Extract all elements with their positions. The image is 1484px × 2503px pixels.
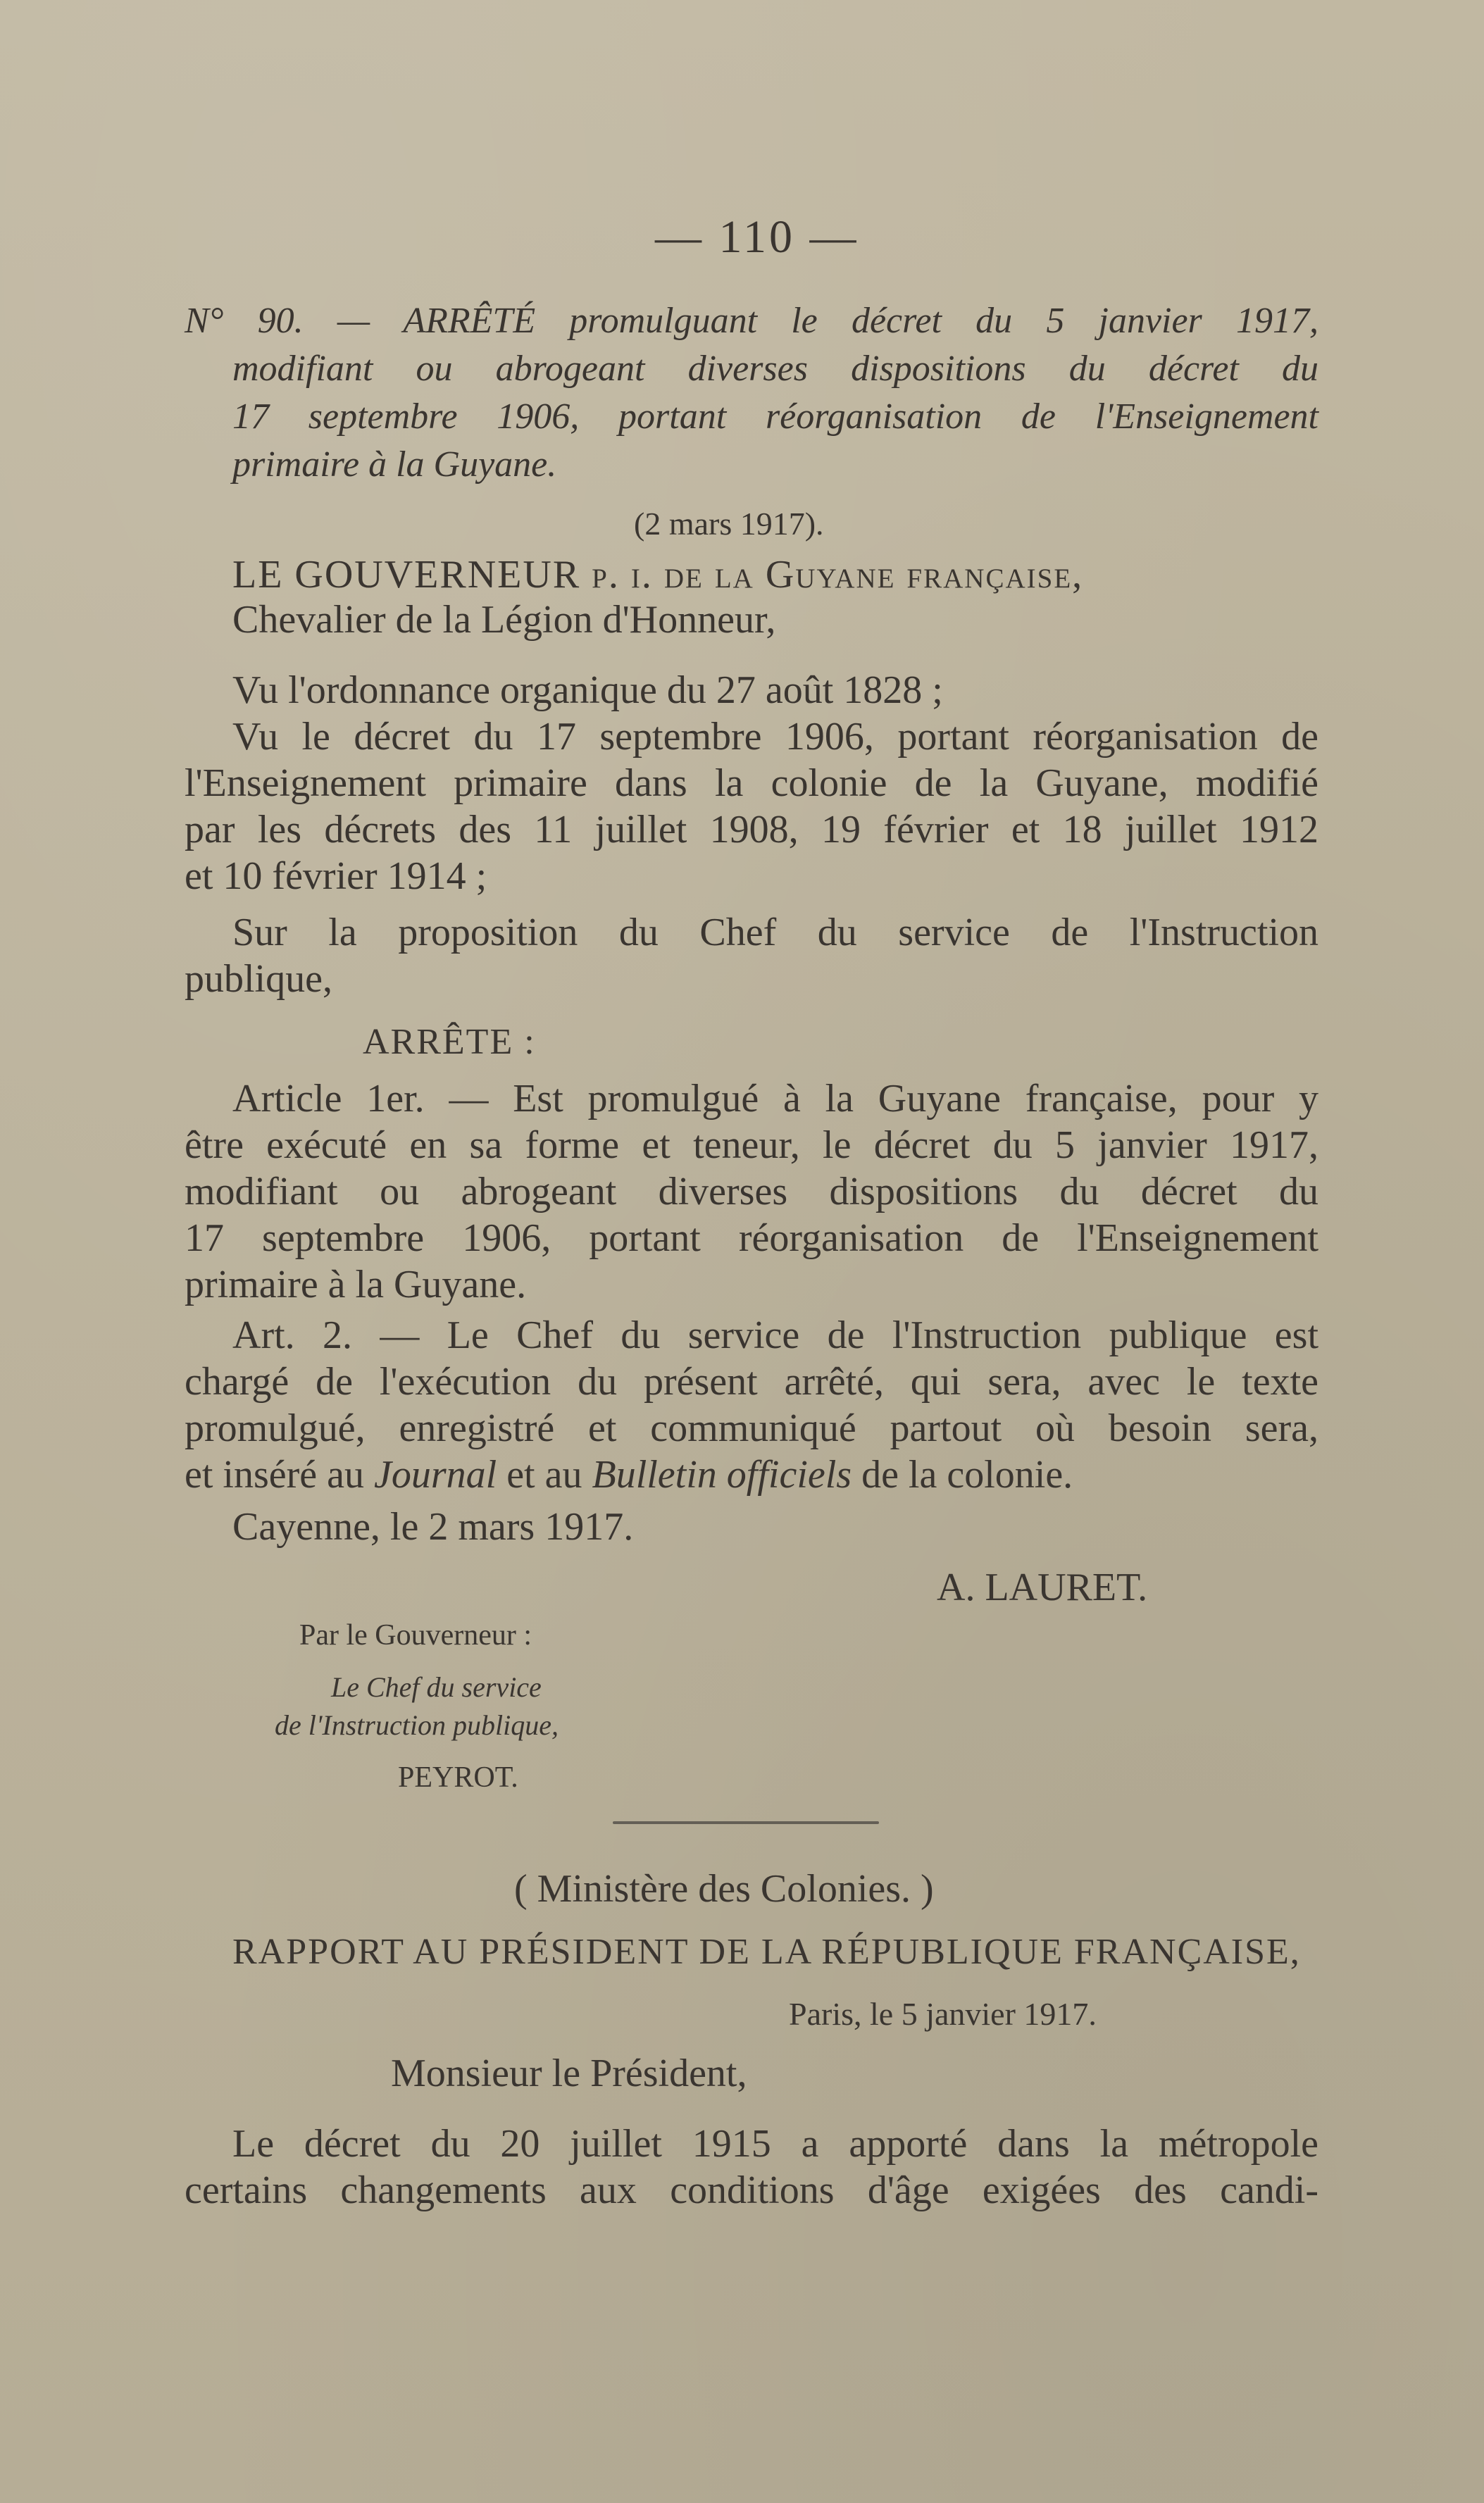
article-2-line-4 — [185, 1452, 1073, 1497]
vu-decret-line-2: l'Enseignement primaire dans la colonie de la Guyane, modifié — [185, 761, 1318, 805]
countersign: PEYROT. — [398, 1761, 518, 1794]
article-1-line-5: primaire à la Guyane. — [185, 1263, 527, 1306]
signature: A. LAURET. — [937, 1566, 1148, 1609]
vu-ordonnance: Vu l'ordonnance organique du 27 août 1828 ; — [232, 668, 943, 712]
article-2-line-3: promulgué, enregistré et communiqué partout où besoin sera, — [185, 1406, 1318, 1450]
article-2-line-2: chargé de l'exécution du présent arrêté, qui sera, avec le texte — [185, 1360, 1318, 1404]
arrete-title-line-4: primaire à la Guyane. — [232, 444, 557, 485]
article-1-line-1: Article 1er. — Est promulgué à la Guyane française, pour y — [232, 1077, 1318, 1121]
article-2-before-journal: et inséré au — [185, 1453, 374, 1497]
arrete-date: (2 mars 1917). — [634, 506, 824, 542]
arrete-title-line-2: modifiant ou abrogeant diverses dispositions du décret du — [232, 349, 1318, 389]
page-number: — 110 — — [655, 211, 859, 263]
vu-decret-line-1: Vu le décret du 17 septembre 1906, portant réorganisation de — [232, 715, 1318, 759]
arrete-heading: ARRÊTE : — [363, 1022, 536, 1062]
rapport-place-date: Paris, le 5 janvier 1917. — [789, 1996, 1097, 2032]
bulletin-italic: Bulletin officiels — [592, 1453, 852, 1497]
sur-proposition-line-2: publique, — [185, 957, 332, 1001]
par-le-gouverneur: Par le Gouverneur : — [299, 1619, 532, 1652]
article-1-line-2: être exécuté en sa forme et teneur, le décret du 5 janvier 1917, — [185, 1123, 1318, 1167]
article-2-after: de la colonie. — [852, 1453, 1073, 1497]
sur-proposition-line-1: Sur la proposition du Chef du service de l'Instruction — [232, 911, 1318, 954]
rapport-heading: RAPPORT AU PRÉSIDENT DE LA RÉPUBLIQUE FRANÇAISE, — [232, 1932, 1301, 1972]
governor-line-1: LE GOUVERNEUR p. i. de la Guyane française, — [232, 553, 1084, 597]
place-date: Cayenne, le 2 mars 1917. — [232, 1505, 634, 1549]
journal-italic: Journal — [373, 1453, 497, 1497]
vu-decret-line-4: et 10 février 1914 ; — [185, 854, 487, 898]
article-1-line-4: 17 septembre 1906, portant réorganisation de l'Enseignement — [185, 1216, 1318, 1260]
salutation: Monsieur le Président, — [391, 2052, 747, 2095]
article-1-line-3: modifiant ou abrogeant diverses dispositions du décret du — [185, 1170, 1318, 1213]
article-2-line-1: Art. 2. — Le Chef du service de l'Instruction publique est — [232, 1313, 1318, 1357]
article-2-middle: et au — [497, 1453, 592, 1497]
ministry-line: ( Ministère des Colonies. ) — [514, 1867, 934, 1911]
arrete-title-line-3: 17 septembre 1906, portant réorganisation de l'Enseignement — [232, 397, 1318, 437]
governor-line-2: Chevalier de la Légion d'Honneur, — [232, 598, 776, 642]
vu-decret-line-3: par les décrets des 11 juillet 1908, 19 février et 18 juillet 1912 — [185, 808, 1318, 851]
rapport-body-line-2: certains changements aux conditions d'âge exigées des candi- — [185, 2168, 1318, 2212]
chef-du-service-line-2: de l'Instruction publique, — [275, 1709, 559, 1741]
arrete-title-line-1: N° 90. — ARRÊTÉ promulguant le décret du 5 janvier 1917, — [185, 301, 1318, 341]
chef-du-service-line-1: Le Chef du service — [331, 1671, 542, 1703]
rapport-body-line-1: Le décret du 20 juillet 1915 a apporté dans la métropole — [232, 2122, 1318, 2166]
section-separator — [613, 1821, 879, 1824]
